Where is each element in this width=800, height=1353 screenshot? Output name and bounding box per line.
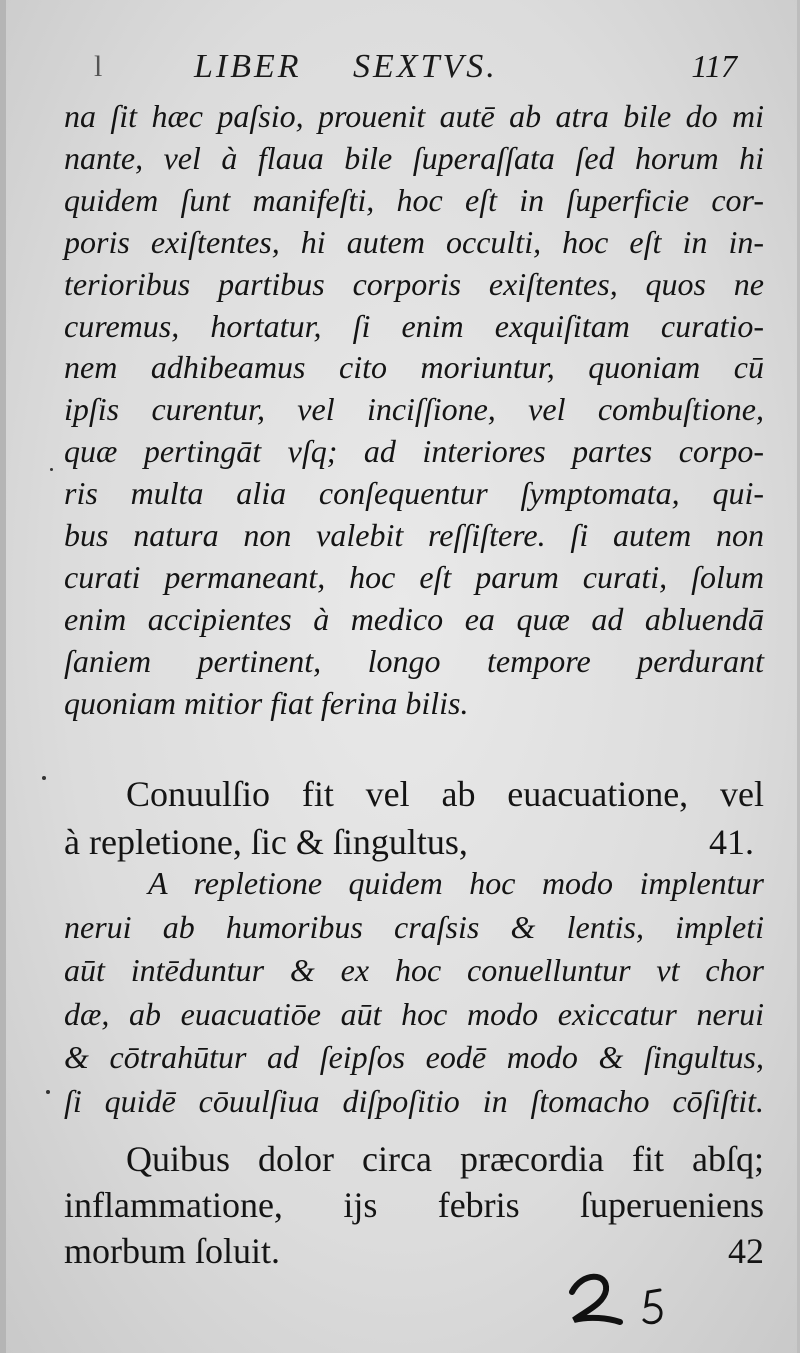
aphorism-line-text: à repletione, ſic & ſingultus, <box>64 822 468 862</box>
text-line: terioribus partibus corporis exiſtentes, quos ne <box>64 265 764 302</box>
text-line: na ſit hæc paſsio, prouenit autē ab atra bile do mi <box>64 98 764 134</box>
text-line: enim accipientes à medico ea quæ ad abluendā <box>64 600 764 637</box>
aphorism-line: Quibus dolor circa præcordia fit abſq; <box>126 1139 764 1179</box>
text-line: nante, vel à flaua bile ſuperaſſata ſed horum hi <box>64 139 764 176</box>
text-line: nem adhibeamus cito moriuntur, quoniam cū <box>64 349 764 386</box>
text-line: dæ, ab euacuatiōe aūt hoc modo exiccatur nerui <box>64 995 764 1032</box>
aphorism-line <box>64 818 764 866</box>
running-header <box>6 48 797 92</box>
text-line: curati permaneant, hoc eſt parum curati, ſolum <box>64 558 764 595</box>
text-line: & cōtrahūtur ad ſeipſos eodē modo & ſingultus, <box>64 1039 764 1076</box>
text-line: aūt intēduntur & ex hoc conuelluntur vt chor <box>64 952 764 989</box>
aphorism-41 <box>64 770 764 866</box>
aphorism-number: 41. <box>709 822 754 862</box>
page-number: 117 <box>691 48 737 84</box>
ink-speck <box>42 776 46 780</box>
ink-speck <box>46 1090 50 1094</box>
header-mark: l <box>94 50 103 83</box>
text-line: curemus, hortatur, ſi enim exquiſitam curatio- <box>64 307 764 344</box>
text-line: quidem ſunt manifeſti, hoc eſt in ſuperficie cor- <box>64 181 764 218</box>
aphorism-line-text: morbum ſoluit. <box>64 1231 280 1271</box>
commentary-block-1 <box>64 96 764 725</box>
text-line: quæ pertingāt vſq; ad interiores partes corpo- <box>64 433 764 470</box>
text-line: bus natura non valebit reſſiſtere. ſi autem non <box>64 517 764 554</box>
text-line: poris exiſtentes, hi autem occulti, hoc eſt in in- <box>64 223 764 260</box>
text-line: ſaniem pertinent, longo tempore perdurant <box>64 642 764 679</box>
aphorism-42 <box>64 1136 764 1274</box>
handwritten-annotation-icon <box>564 1262 704 1332</box>
text-line: A repletione quidem hoc modo implentur <box>148 865 764 901</box>
commentary-block-2 <box>64 862 764 1124</box>
aphorism-line: Conuulſio fit vel ab euacuatione, vel <box>126 774 764 814</box>
header-title: LIBER SEXTVS. <box>194 48 498 85</box>
text-line: quoniam mitior fiat ferina bilis. <box>64 684 469 721</box>
text-line: nerui ab humoribus craſsis & lentis, impleti <box>64 908 764 945</box>
ink-speck <box>50 468 53 471</box>
text-line: ipſis curentur, vel inciſſione, vel combuſtione, <box>64 391 764 428</box>
aphorism-number: 42 <box>728 1231 764 1271</box>
aphorism-line: inflammatione, ijs febris ſuperueniens <box>64 1185 764 1225</box>
text-line: ris multa alia conſequentur ſymptomata, qui- <box>64 475 764 512</box>
text-line: ſi quidē cōuulſiua diſpoſitio in ſtomacho cōſiſtit. <box>64 1082 764 1119</box>
